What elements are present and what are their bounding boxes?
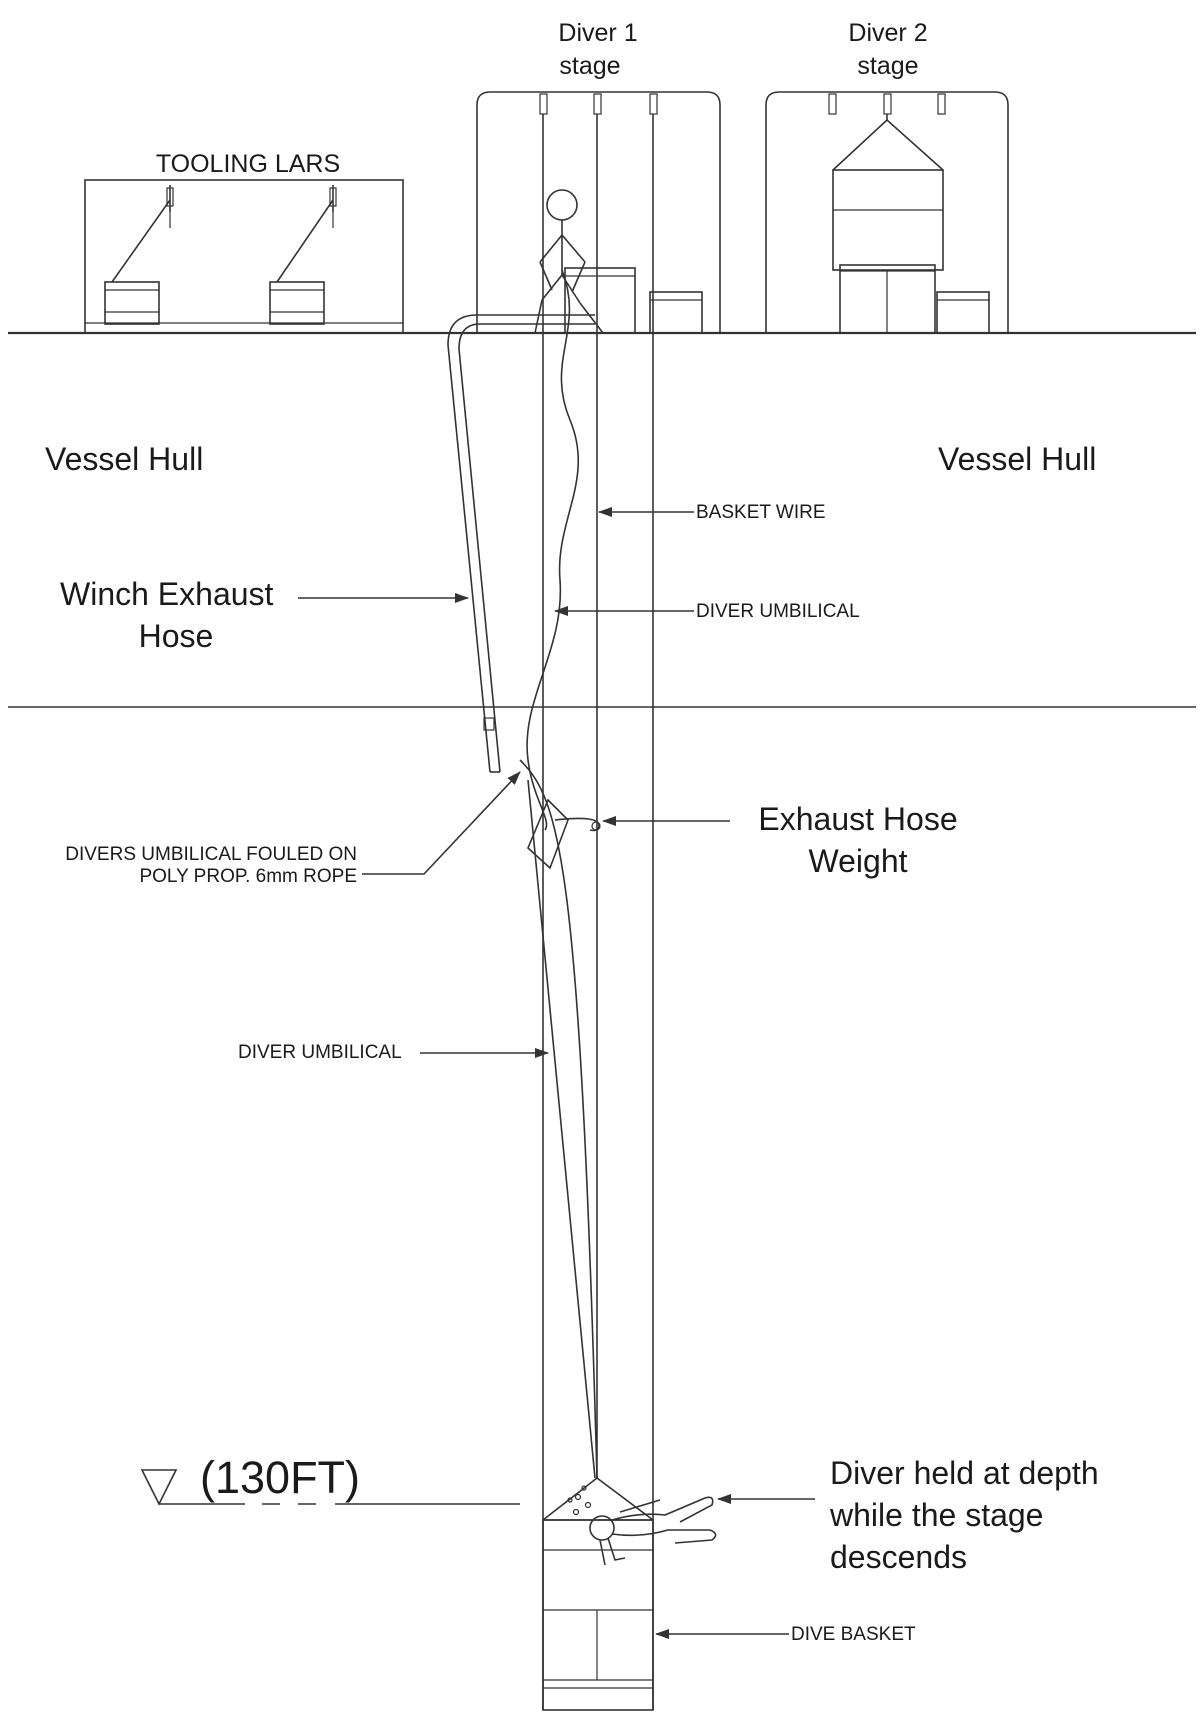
dive-basket <box>543 1478 653 1710</box>
exhaust-hose-weight-label-line1: Exhaust Hose <box>758 801 958 837</box>
diver-held-label-line1: Diver held at depth <box>830 1455 1099 1491</box>
fouled-arrow <box>362 772 520 874</box>
diver-umbilical-upper <box>527 270 578 830</box>
exhaust-hose-weight <box>528 800 600 868</box>
winch-exhaust-hose-label-line2: Hose <box>138 618 214 654</box>
tooling-lars <box>85 180 403 333</box>
winch-exhaust-hose-label-line1: Winch Exhaust <box>60 576 274 612</box>
diver1-stage-label-line1: Diver 1 <box>558 19 638 47</box>
tooling-lars-label: TOOLING LARS <box>155 150 341 178</box>
vessel-hull-left-label: Vessel Hull <box>45 441 204 477</box>
diver2-stage-label-line2: stage <box>857 52 919 80</box>
diver2-stage-label-line1: Diver 2 <box>848 19 928 47</box>
exhaust-hose-weight-label-line2: Weight <box>808 843 908 879</box>
depth-label: (130FT) <box>200 1452 361 1503</box>
diver-umbilical-lower <box>528 780 595 1478</box>
diver2-stage-enclosure <box>766 92 1008 333</box>
fouled-label-line2: POLY PROP. 6mm ROPE <box>139 866 357 887</box>
fouled-label-line1: DIVERS UMBILICAL FOULED ON <box>65 844 357 865</box>
diver-held-label-line3: descends <box>830 1539 967 1575</box>
basket-wire-label: BASKET WIRE <box>696 502 826 523</box>
diver1-stage-enclosure <box>477 92 720 333</box>
vessel-hull-right-label: Vessel Hull <box>938 441 1097 477</box>
dive-basket-label: DIVE BASKET <box>791 1624 916 1645</box>
winch-exhaust-hose <box>448 315 595 772</box>
diver-held-label-line2: while the stage <box>830 1497 1044 1533</box>
diver-umbilical-upper-label: DIVER UMBILICAL <box>696 601 860 622</box>
diver-umbilical-lower-label: DIVER UMBILICAL <box>238 1042 402 1063</box>
diver1-stage-label-line2: stage <box>559 52 621 80</box>
